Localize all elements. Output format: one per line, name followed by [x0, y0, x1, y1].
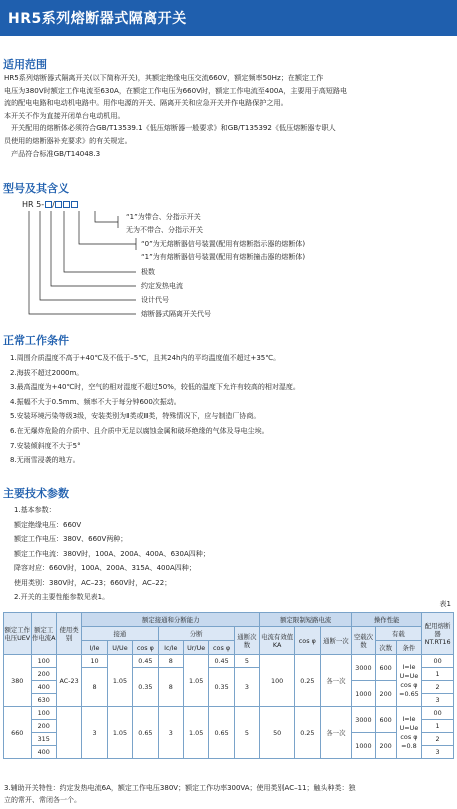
scope-line: 本开关不作为直接开闭单台电动机用。 [4, 110, 125, 120]
cell-load: 600 [375, 655, 396, 681]
conditions-list [10, 351, 450, 468]
cell-noload: 1000 [352, 733, 375, 759]
footnote [4, 782, 454, 806]
cell-condition: I=Ie U=Ue cos φ =0.65 [396, 655, 421, 707]
cell-category [56, 707, 81, 759]
cell-break-u: 1.05 [183, 655, 208, 707]
cell-ie: 630 [31, 694, 56, 707]
th-ic-ie: Ic/Ie [158, 641, 183, 655]
th-short-circuit: 额定限制短路电流 [260, 613, 352, 627]
cell-load: 600 [375, 707, 396, 733]
condition-item: 6.在无爆炸危险的介质中、且介质中无足以腐蚀金属和破坏绝缘的气体及导电尘埃。 [10, 426, 269, 435]
cell-fuse: 00 [422, 655, 454, 668]
th-load: 有载 [375, 627, 422, 641]
cell-make-i: 3 [82, 707, 107, 759]
model-label: “1”为有熔断器信号装置(配用有熔断撞击器的熔断体) [141, 253, 306, 261]
th-condition: 条件 [396, 641, 421, 655]
cell-break-cos: 0.45 [209, 655, 234, 668]
cell-noload: 3000 [352, 707, 375, 733]
model-label: 无为不带合、分指示开关 [126, 226, 203, 234]
cell-onoff: 各一次 [320, 655, 352, 707]
condition-item: 3.最高温度为+40℃时，空气的相对湿度不超过50%，较低的温度下允许有较高的相对湿度。 [10, 383, 300, 392]
th-ie: 额定工作电流A [31, 613, 56, 655]
cell-make-cos: 0.45 [133, 655, 158, 668]
cell-ue: 380 [4, 655, 32, 707]
spec-item: 使用类别：380V时，AC–23；660V时，AC–22； [14, 578, 172, 587]
cell-category: AC-23 [56, 655, 81, 707]
th-i-ie: I/Ie [82, 641, 107, 655]
spec-item: 1.基本参数： [14, 506, 56, 514]
footnote-line: 3.辅助开关特性：约定发热电流6A，额定工作电压380V；额定工作功率300VA；使用类别AC–11；触头种类：独 [4, 784, 356, 792]
scope-line: 产品符合标准GB/T14048.3 [4, 148, 101, 158]
th-ur-ue: Ur/Ue [183, 641, 208, 655]
cell-make-i: 8 [82, 668, 107, 707]
cell-noload: 3000 [352, 655, 375, 681]
model-label: 约定发热电流 [141, 282, 183, 290]
cell-break-cos: 0.35 [209, 668, 234, 707]
cell-noload: 1000 [352, 681, 375, 707]
scope-line: 开关配用的熔断体必须符合GB/T13539.1《低压熔断器一般要求》和GB/T135392《低压熔断器专职人 [4, 123, 336, 133]
th-current-ka: 电流有效值KA [260, 627, 295, 655]
th-break: 分断 [158, 627, 234, 641]
th-make: 接通 [82, 627, 158, 641]
th-fuse: 配用熔断器NT.RT16 [422, 613, 454, 655]
page-title: HR5系列熔断器式隔离开关 [8, 11, 187, 27]
th-category: 使用类别 [56, 613, 81, 655]
cell-fuse: 3 [422, 746, 454, 759]
cell-break-u: 1.05 [183, 707, 208, 759]
performance-table [3, 612, 454, 759]
cell-make-cos: 0.35 [133, 668, 158, 707]
th-onoff: 通断一次 [320, 627, 352, 655]
cell-fuse: 3 [422, 694, 454, 707]
cell-ka: 100 [260, 655, 295, 707]
table-caption: 表1 [439, 600, 451, 608]
cell-fuse: 2 [422, 733, 454, 746]
cell-ka: 50 [260, 707, 295, 759]
th-u-ue: U/Ue [107, 641, 132, 655]
th-cycles: 通断次数 [234, 627, 259, 655]
cell-fuse: 00 [422, 707, 454, 720]
model-label: 极数 [141, 268, 155, 276]
cell-cycles: 5 [234, 655, 259, 668]
header-bar [0, 0, 457, 36]
cell-onoff: 各一次 [320, 707, 352, 759]
conditions-heading: 正常工作条件 [3, 334, 69, 347]
model-code-slash: / [52, 200, 55, 209]
model-heading: 型号及其含义 [3, 182, 69, 195]
condition-item: 5.安装环境污染等级3级，安装类别为Ⅱ类或Ⅲ类，特殊情况下，应与制造厂协商。 [10, 412, 261, 421]
scope-line: 电压为380V时额定工作电流至630A，在额定工作电压为660V时，额定工作电流至400A，主要用于高短路电 [4, 85, 348, 95]
cell-make-i: 10 [82, 655, 107, 668]
cell-cos: 0.25 [295, 707, 320, 759]
cell-fuse: 2 [422, 681, 454, 694]
cell-break-i: 8 [158, 668, 183, 707]
spec-item: 2.开关的主要性能参数见表1。 [14, 593, 110, 601]
cell-make-u: 1.05 [107, 655, 132, 707]
cell-cycles: 5 [234, 707, 259, 759]
cell-break-i: 8 [158, 655, 183, 668]
spec-item: 降容对应：660V时，100A、200A、315A、400A四种； [14, 564, 196, 572]
spec-item: 额定工作电压：380V、660V两种； [14, 535, 128, 543]
cell-ie: 400 [31, 681, 56, 694]
model-label: “1”为带合、分指示开关 [126, 213, 201, 221]
condition-item: 7.安装倾斜度不大于5° [10, 441, 81, 450]
th-noload: 空载次数 [352, 627, 375, 655]
cell-break-cos: 0.65 [209, 707, 234, 759]
spec-item: 额定绝缘电压：660V [14, 520, 82, 529]
model-diagram [0, 194, 457, 324]
cell-break-i: 3 [158, 707, 183, 759]
th-times: 次数 [375, 641, 396, 655]
scope-text [4, 72, 450, 160]
model-label: “0”为无熔断器信号装置(配用有熔断指示器的熔断体) [141, 240, 306, 248]
condition-item: 8.无雨雪浸袭的地方。 [10, 456, 80, 465]
scope-heading: 适用范围 [3, 58, 47, 71]
cell-fuse: 1 [422, 720, 454, 733]
cell-cycles: 3 [234, 668, 259, 707]
model-label: 熔断器式隔离开关代号 [141, 310, 211, 318]
cell-load: 200 [375, 733, 396, 759]
cell-ie: 100 [31, 655, 56, 668]
cell-cos: 0.25 [295, 655, 320, 707]
scope-line: HR5系列熔断器式隔离开关(以下简称开关)，其额定绝缘电压交流660V，额定频率50Hz；在额定工作 [4, 73, 324, 82]
specs-heading: 主要技术参数 [3, 487, 69, 500]
footnote-line: 立的常开、常闭各一个。 [4, 796, 81, 804]
cell-make-cos: 0.65 [133, 707, 158, 759]
spec-item: 额定工作电流：380V时，100A、200A、400A、630A四种； [14, 549, 210, 558]
cell-ie: 100 [31, 707, 56, 720]
cell-ie: 200 [31, 720, 56, 733]
model-code-mid: 5- [36, 200, 45, 209]
cell-condition: I=Ie U=Ue cos φ =0.8 [396, 707, 421, 759]
cell-make-u: 1.05 [107, 707, 132, 759]
cell-ue: 660 [4, 707, 32, 759]
cell-ie: 200 [31, 668, 56, 681]
specs-list [14, 503, 444, 605]
condition-item: 1.周围介质温度不高于+40℃及不低于–5℃，且其24h内的平均温度值不超过+35℃。 [10, 354, 281, 362]
condition-item: 4.振幅不大于0.5mm、频率不大于每分钟600次振动。 [10, 397, 181, 406]
scope-line: 员使用的熔断器补充要求》的有关规定。 [4, 135, 132, 145]
cell-fuse: 1 [422, 668, 454, 681]
scope-line: 流的配电电路和电动机电路中。用作电源的开关、隔离开关和应急开关并作电路保护之用。 [4, 98, 288, 108]
th-cosphi: cos φ [209, 641, 234, 655]
cell-ie: 400 [31, 746, 56, 759]
condition-item: 2.海拔不超过2000m。 [10, 368, 84, 377]
cell-ie: 315 [31, 733, 56, 746]
th-ue: 额定工作电压UEV [4, 613, 32, 655]
th-cosphi: cos φ [133, 641, 158, 655]
th-cos: cos φ [295, 627, 320, 655]
model-code-prefix: HR [22, 200, 34, 209]
th-make-break: 额定接通和分断能力 [82, 613, 260, 627]
cell-load: 200 [375, 681, 396, 707]
model-label: 设计代号 [141, 296, 169, 304]
th-operation: 操作性能 [352, 613, 422, 627]
